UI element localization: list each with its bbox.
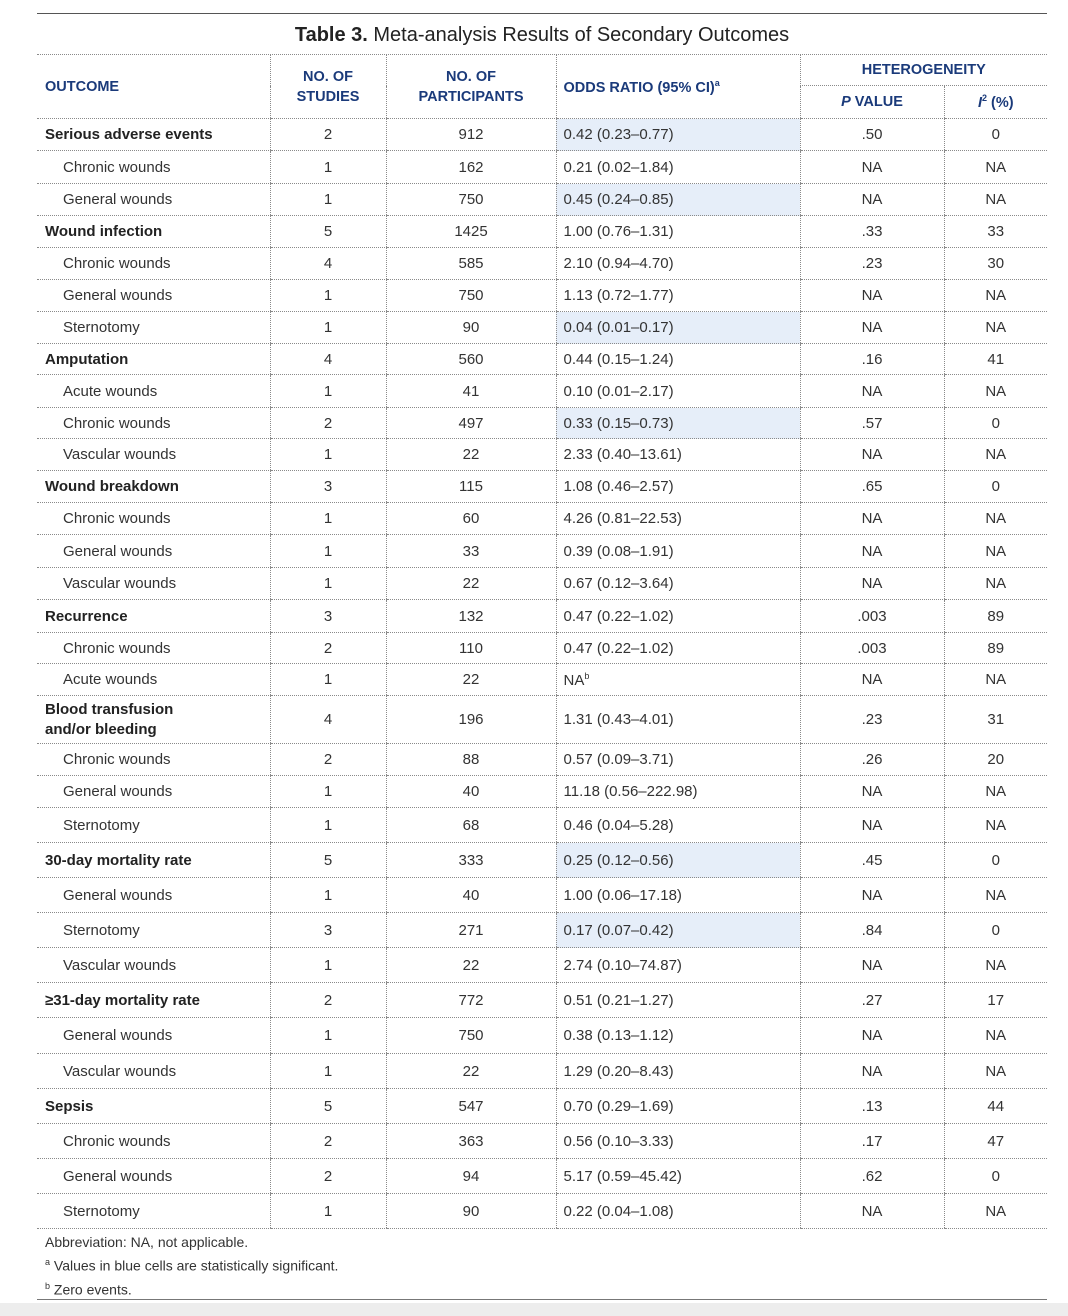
outcome-cell: Chronic wounds: [37, 248, 270, 280]
outcome-cell: General wounds: [37, 1159, 270, 1194]
p-value-cell: NA: [800, 503, 944, 535]
p-value-cell: NA: [800, 948, 944, 983]
subgroup-row: [37, 535, 1047, 568]
studies-cell: 1: [270, 1018, 386, 1054]
studies-cell: 3: [270, 600, 386, 633]
header-participants: NO. OF PARTICIPANTS: [386, 55, 556, 119]
outcome-cell: Chronic wounds: [37, 633, 270, 664]
p-value-cell: NA: [800, 439, 944, 471]
i-squared-cell: 30: [944, 248, 1047, 280]
outcome-cell: Vascular wounds: [37, 568, 270, 600]
outcome-cell: Chronic wounds: [37, 744, 270, 776]
odds-ratio-cell: 1.00 (0.76–1.31): [556, 216, 800, 248]
i-squared-cell: NA: [944, 280, 1047, 312]
studies-cell: 1: [270, 878, 386, 913]
i-squared-cell: 89: [944, 600, 1047, 633]
odds-ratio-cell: 0.33 (0.15–0.73): [556, 408, 800, 439]
odds-ratio-cell: 0.21 (0.02–1.84): [556, 151, 800, 184]
participants-cell: 88: [386, 744, 556, 776]
odds-ratio-cell: 0.47 (0.22–1.02): [556, 633, 800, 664]
participants-cell: 585: [386, 248, 556, 280]
subgroup-row: [37, 948, 1047, 983]
header-outcome: OUTCOME: [37, 55, 270, 119]
studies-cell: 3: [270, 471, 386, 503]
i-squared-cell: 89: [944, 633, 1047, 664]
p-value-cell: .57: [800, 408, 944, 439]
odds-ratio-cell: 1.08 (0.46–2.57): [556, 471, 800, 503]
subgroup-row: [37, 744, 1047, 776]
p-value-cell: .65: [800, 471, 944, 503]
p-value-cell: NA: [800, 1018, 944, 1054]
outcome-cell: Chronic wounds: [37, 1124, 270, 1159]
table-body: [37, 119, 1047, 1229]
outcome-row: [37, 471, 1047, 503]
odds-ratio-cell: 0.51 (0.21–1.27): [556, 983, 800, 1018]
i-squared-cell: NA: [944, 1018, 1047, 1054]
outcome-cell: Sternotomy: [37, 808, 270, 843]
outcome-cell: Vascular wounds: [37, 439, 270, 471]
i-squared-cell: NA: [944, 878, 1047, 913]
studies-cell: 2: [270, 1124, 386, 1159]
p-value-cell: .003: [800, 633, 944, 664]
studies-cell: 1: [270, 184, 386, 216]
odds-ratio-cell: 4.26 (0.81–22.53): [556, 503, 800, 535]
participants-cell: 162: [386, 151, 556, 184]
subgroup-row: [37, 280, 1047, 312]
results-table: [37, 55, 1047, 1229]
i-squared-cell: NA: [944, 1194, 1047, 1229]
outcome-cell: Wound breakdown: [37, 471, 270, 503]
odds-ratio-cell: 0.57 (0.09–3.71): [556, 744, 800, 776]
subgroup-row: [37, 184, 1047, 216]
studies-cell: 1: [270, 1194, 386, 1229]
p-value-cell: NA: [800, 1194, 944, 1229]
studies-cell: 1: [270, 151, 386, 184]
studies-cell: 5: [270, 843, 386, 878]
participants-cell: 750: [386, 1018, 556, 1054]
outcome-cell: General wounds: [37, 184, 270, 216]
participants-cell: 110: [386, 633, 556, 664]
odds-ratio-cell: 0.17 (0.07–0.42): [556, 913, 800, 948]
table-footnotes: [37, 1232, 1047, 1299]
participants-cell: 40: [386, 776, 556, 808]
outcome-cell: Wound infection: [37, 216, 270, 248]
outcome-cell: General wounds: [37, 280, 270, 312]
odds-ratio-cell: 1.00 (0.06–17.18): [556, 878, 800, 913]
subgroup-row: [37, 568, 1047, 600]
subgroup-row: [37, 151, 1047, 184]
i-squared-cell: 0: [944, 119, 1047, 151]
studies-cell: 1: [270, 948, 386, 983]
outcome-cell: Vascular wounds: [37, 948, 270, 983]
studies-cell: 5: [270, 1089, 386, 1124]
odds-ratio-cell: 0.39 (0.08–1.91): [556, 535, 800, 568]
odds-ratio-cell: 1.13 (0.72–1.77): [556, 280, 800, 312]
participants-cell: 196: [386, 696, 556, 744]
p-value-cell: .84: [800, 913, 944, 948]
subgroup-row: [37, 1159, 1047, 1194]
participants-cell: 750: [386, 280, 556, 312]
subgroup-row: [37, 913, 1047, 948]
outcome-cell: Chronic wounds: [37, 503, 270, 535]
studies-cell: 1: [270, 312, 386, 344]
outcome-cell: Serious adverse events: [37, 119, 270, 151]
outcome-cell: Amputation: [37, 344, 270, 375]
participants-cell: 750: [386, 184, 556, 216]
odds-ratio-cell: 0.04 (0.01–0.17): [556, 312, 800, 344]
odds-ratio-cell: 0.46 (0.04–5.28): [556, 808, 800, 843]
outcome-cell: General wounds: [37, 776, 270, 808]
i-squared-cell: 0: [944, 843, 1047, 878]
odds-ratio-cell: 0.45 (0.24–0.85): [556, 184, 800, 216]
p-value-cell: NA: [800, 312, 944, 344]
subgroup-row: [37, 664, 1047, 696]
p-value-cell: .23: [800, 696, 944, 744]
i-squared-cell: 0: [944, 913, 1047, 948]
header-heterogeneity: HETEROGENEITY: [800, 55, 1047, 86]
p-value-cell: .23: [800, 248, 944, 280]
odds-ratio-cell: 0.67 (0.12–3.64): [556, 568, 800, 600]
participants-cell: 60: [386, 503, 556, 535]
studies-cell: 2: [270, 408, 386, 439]
outcome-row: [37, 983, 1047, 1018]
p-value-cell: .17: [800, 1124, 944, 1159]
table-container: [37, 13, 1047, 1299]
studies-cell: 4: [270, 344, 386, 375]
outcome-cell: Sternotomy: [37, 312, 270, 344]
studies-cell: 1: [270, 503, 386, 535]
subgroup-row: [37, 248, 1047, 280]
p-value-cell: NA: [800, 184, 944, 216]
odds-ratio-cell: 1.29 (0.20–8.43): [556, 1054, 800, 1089]
outcome-row: [37, 600, 1047, 633]
p-value-cell: NA: [800, 664, 944, 696]
footnote-b: $^b$ Zero events.: [45, 1280, 132, 1298]
participants-cell: 772: [386, 983, 556, 1018]
p-value-cell: .45: [800, 843, 944, 878]
subgroup-row: [37, 312, 1047, 344]
studies-cell: 2: [270, 1159, 386, 1194]
participants-cell: 90: [386, 312, 556, 344]
outcome-cell: Acute wounds: [37, 375, 270, 408]
outcome-cell: 30-day mortality rate: [37, 843, 270, 878]
odds-ratio-cell: 0.25 (0.12–0.56): [556, 843, 800, 878]
header-studies: NO. OF STUDIES: [270, 55, 386, 119]
subgroup-row: [37, 776, 1047, 808]
p-value-cell: .16: [800, 344, 944, 375]
studies-cell: 1: [270, 375, 386, 408]
i-squared-cell: NA: [944, 808, 1047, 843]
odds-ratio-cell: 0.42 (0.23–0.77): [556, 119, 800, 151]
participants-cell: 41: [386, 375, 556, 408]
p-value-cell: NA: [800, 375, 944, 408]
outcome-cell: Sternotomy: [37, 1194, 270, 1229]
i-squared-cell: NA: [944, 151, 1047, 184]
studies-cell: 5: [270, 216, 386, 248]
outcome-row: [37, 843, 1047, 878]
i-squared-cell: NA: [944, 375, 1047, 408]
subgroup-row: [37, 439, 1047, 471]
participants-cell: 547: [386, 1089, 556, 1124]
p-value-cell: .003: [800, 600, 944, 633]
studies-cell: 1: [270, 568, 386, 600]
i-squared-cell: NA: [944, 664, 1047, 696]
outcome-cell: Vascular wounds: [37, 1054, 270, 1089]
i-squared-cell: 0: [944, 1159, 1047, 1194]
studies-cell: 1: [270, 280, 386, 312]
outcome-cell: Sepsis: [37, 1089, 270, 1124]
i-squared-cell: 41: [944, 344, 1047, 375]
outcome-row: [37, 216, 1047, 248]
odds-ratio-cell: $NA^b$: [556, 664, 800, 696]
participants-cell: 40: [386, 878, 556, 913]
participants-cell: 33: [386, 535, 556, 568]
participants-cell: 560: [386, 344, 556, 375]
p-value-cell: NA: [800, 280, 944, 312]
odds-ratio-cell: 0.44 (0.15–1.24): [556, 344, 800, 375]
p-value-cell: .62: [800, 1159, 944, 1194]
p-value-cell: NA: [800, 151, 944, 184]
odds-ratio-cell: 1.31 (0.43–4.01): [556, 696, 800, 744]
odds-ratio-cell: 0.56 (0.10–3.33): [556, 1124, 800, 1159]
odds-ratio-cell: 0.47 (0.22–1.02): [556, 600, 800, 633]
participants-cell: 271: [386, 913, 556, 948]
i-squared-cell: NA: [944, 184, 1047, 216]
participants-cell: 333: [386, 843, 556, 878]
studies-cell: 1: [270, 664, 386, 696]
header-i-squared: $I^2$ (%): [944, 86, 1047, 119]
i-squared-cell: NA: [944, 568, 1047, 600]
p-value-cell: .13: [800, 1089, 944, 1124]
odds-ratio-cell: 2.10 (0.94–4.70): [556, 248, 800, 280]
participants-cell: 115: [386, 471, 556, 503]
i-squared-cell: NA: [944, 439, 1047, 471]
subgroup-row: [37, 633, 1047, 664]
p-value-cell: NA: [800, 568, 944, 600]
table-title-text: Meta-analysis Results of Secondary Outcomes: [367, 24, 790, 46]
p-value-cell: NA: [800, 1054, 944, 1089]
i-squared-cell: NA: [944, 503, 1047, 535]
i-squared-cell: 33: [944, 216, 1047, 248]
bottom-rule: [37, 1299, 1047, 1300]
odds-ratio-cell: 0.70 (0.29–1.69): [556, 1089, 800, 1124]
outcome-cell: Blood transfusion and/or bleeding: [37, 696, 270, 744]
odds-ratio-cell: 2.33 (0.40–13.61): [556, 439, 800, 471]
table-title: [37, 14, 1047, 55]
outcome-cell: Acute wounds: [37, 664, 270, 696]
studies-cell: 4: [270, 248, 386, 280]
outcome-cell: Recurrence: [37, 600, 270, 633]
outcome-cell: Chronic wounds: [37, 408, 270, 439]
participants-cell: 68: [386, 808, 556, 843]
p-value-cell: .27: [800, 983, 944, 1018]
i-squared-cell: 44: [944, 1089, 1047, 1124]
odds-ratio-cell: 0.38 (0.13–1.12): [556, 1018, 800, 1054]
outcome-row: [37, 1089, 1047, 1124]
p-value-cell: NA: [800, 776, 944, 808]
odds-ratio-cell: 0.22 (0.04–1.08): [556, 1194, 800, 1229]
i-squared-cell: 0: [944, 408, 1047, 439]
studies-cell: 1: [270, 439, 386, 471]
participants-cell: 363: [386, 1124, 556, 1159]
studies-cell: 2: [270, 633, 386, 664]
participants-cell: 132: [386, 600, 556, 633]
studies-cell: 1: [270, 1054, 386, 1089]
participants-cell: 912: [386, 119, 556, 151]
participants-cell: 22: [386, 1054, 556, 1089]
p-value-cell: .33: [800, 216, 944, 248]
i-squared-cell: NA: [944, 535, 1047, 568]
outcome-cell: General wounds: [37, 878, 270, 913]
studies-cell: 1: [270, 535, 386, 568]
outcome-row: [37, 119, 1047, 151]
outcome-cell: Chronic wounds: [37, 151, 270, 184]
outcome-row: [37, 696, 1047, 744]
header-p-value: P VALUE: [800, 86, 944, 119]
participants-cell: 22: [386, 664, 556, 696]
participants-cell: 497: [386, 408, 556, 439]
i-squared-cell: NA: [944, 776, 1047, 808]
studies-cell: 1: [270, 776, 386, 808]
subgroup-row: [37, 808, 1047, 843]
p-value-cell: NA: [800, 878, 944, 913]
subgroup-row: [37, 1124, 1047, 1159]
participants-cell: 22: [386, 948, 556, 983]
page-bottom-band: [0, 1303, 1068, 1316]
footnote-a: $^a$ Values in blue cells are statistically significant.: [45, 1257, 339, 1274]
participants-cell: 22: [386, 568, 556, 600]
subgroup-row: [37, 878, 1047, 913]
outcome-row: [37, 344, 1047, 375]
i-squared-cell: 17: [944, 983, 1047, 1018]
subgroup-row: [37, 1054, 1047, 1089]
i-squared-cell: NA: [944, 312, 1047, 344]
i-squared-cell: 0: [944, 471, 1047, 503]
outcome-cell: General wounds: [37, 1018, 270, 1054]
subgroup-row: [37, 408, 1047, 439]
i-squared-cell: 47: [944, 1124, 1047, 1159]
odds-ratio-cell: 11.18 (0.56–222.98): [556, 776, 800, 808]
outcome-cell: Sternotomy: [37, 913, 270, 948]
studies-cell: 2: [270, 983, 386, 1018]
p-value-cell: NA: [800, 808, 944, 843]
outcome-cell: ≥31-day mortality rate: [37, 983, 270, 1018]
studies-cell: 2: [270, 119, 386, 151]
studies-cell: 1: [270, 808, 386, 843]
subgroup-row: [37, 1194, 1047, 1229]
p-value-cell: .26: [800, 744, 944, 776]
p-value-cell: NA: [800, 535, 944, 568]
subgroup-row: [37, 1018, 1047, 1054]
odds-ratio-cell: 0.10 (0.01–2.17): [556, 375, 800, 408]
i-squared-cell: 20: [944, 744, 1047, 776]
participants-cell: 94: [386, 1159, 556, 1194]
subgroup-row: [37, 503, 1047, 535]
participants-cell: 90: [386, 1194, 556, 1229]
i-squared-cell: 31: [944, 696, 1047, 744]
studies-cell: 4: [270, 696, 386, 744]
p-value-cell: .50: [800, 119, 944, 151]
studies-cell: 2: [270, 744, 386, 776]
participants-cell: 1425: [386, 216, 556, 248]
outcome-cell: General wounds: [37, 535, 270, 568]
i-squared-cell: NA: [944, 1054, 1047, 1089]
participants-cell: 22: [386, 439, 556, 471]
odds-ratio-cell: 2.74 (0.10–74.87): [556, 948, 800, 983]
subgroup-row: [37, 375, 1047, 408]
odds-ratio-cell: 5.17 (0.59–45.42): [556, 1159, 800, 1194]
i-squared-cell: NA: [944, 948, 1047, 983]
footnote-abbreviation: Abbreviation: NA, not applicable.: [45, 1234, 249, 1250]
header-odds-ratio: ODDS RATIO (95% CI)$^a$: [556, 55, 800, 119]
studies-cell: 3: [270, 913, 386, 948]
table-title-number: Table 3.: [294, 24, 368, 46]
